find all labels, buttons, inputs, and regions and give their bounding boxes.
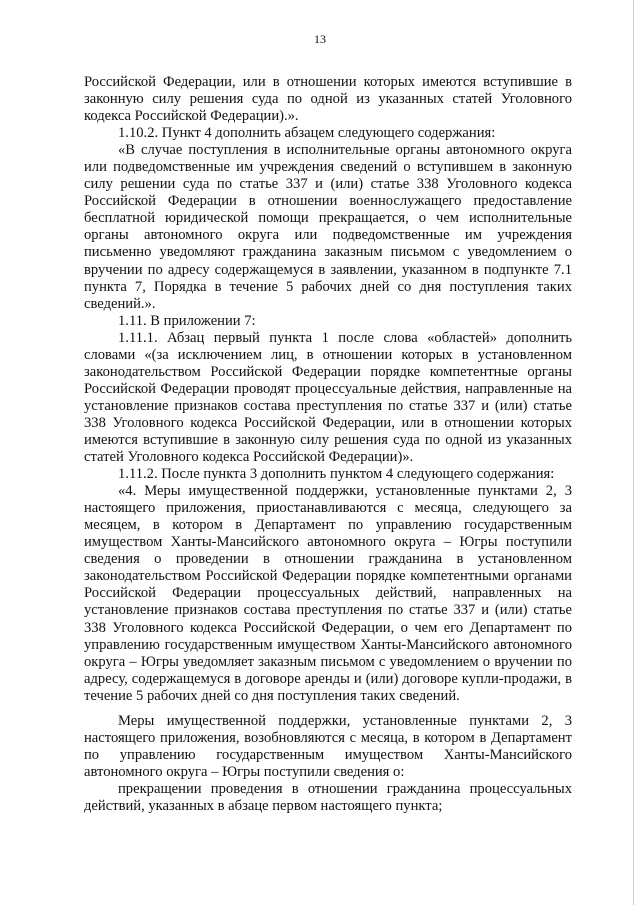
document-body bbox=[84, 74, 572, 815]
paragraph-termination: прекращении проведения в отношении гражданина процессуальных действий, указанных в абзаце первом настоящего пункта; bbox=[84, 780, 572, 814]
paragraph-1-10-2: 1.10.2. Пункт 4 дополнить абзацем следующего содержания: bbox=[118, 125, 496, 142]
paragraph-quote-property-support: «4. Меры имущественной поддержки, установленные пунктами 2, 3 настоящего приложения, приостанавливаются с месяца, следующего за месяцем, в котором в Департамент по управлению государственным имуществом Ханты-Мансийского автономного округа – Югры поступили сведения о проведении в отношении гражданина в установленном законодательством Российской Федерации порядке компетентными органами Российской Федерации процессуальных действий, направленных на установление признаков состава преступления по статье 337 и (или) статье 338 Уголовного кодекса Российской Федерации, о чем его Департамент по управлению государственным имуществом Ханты-Мансийского автономного округа – Югры уведомляет заказным письмом с уведомлением о вручении по адресу, содержащемуся в договоре аренды и (или) договоре купли-продажи, в течение 5 рабочих дней со дня поступления таких сведений. bbox=[84, 483, 572, 704]
scan-edge bbox=[633, 0, 634, 905]
paragraph-support-resumed: Меры имущественной поддержки, установленные пунктами 2, 3 настоящего приложения, возобновляются с месяца, в котором в Департамент по управлению государственным имуществом Ханты-Мансийского автономного округа – Югры поступили сведения о: bbox=[84, 712, 572, 780]
paragraph-1-11: 1.11. В приложении 7: bbox=[118, 312, 256, 329]
paragraph-1-11-2: 1.11.2. После пункта 3 дополнить пунктом 4 следующего содержания: bbox=[118, 466, 555, 483]
page-number: 13 bbox=[314, 32, 326, 46]
paragraph-quote-legal-aid: «В случае поступления в исполнительные органы автономного округа или подведомственные им учреждения сведений о вступившем в законную силу решении суда по статье 337 и (или) статье 338 Уголовного кодекса Российской Федерации в отношении военнослужащего предоставление бесплатной юридической помощи прекращается, о чем исполнительные органы автономного округа или подведомственные им учреждения письменно уведомляют гражданина заказным письмом с уведомлением о вручении по адресу содержащемуся в заявлении, указанном в подпункте 7.1 пункта 7, Порядка в течение 5 рабочих дней со дня поступления таких сведений.». bbox=[84, 142, 572, 312]
paragraph-1-11-1: 1.11.1. Абзац первый пункта 1 после слова «областей» дополнить словами «(за исключением лиц, в отношении которых в установленном законодательством Российской Федерации порядке компетентные органы Российской Федерации проводят процессуальные действия, направленные на установление признаков состава преступления по статье 337 и (или) статье 338 Уголовного кодекса Российской Федерации, или в отношении которых имеются вступившие в законную силу решения суда по одной из указанных статей Уголовного кодекса Российской Федерации)». bbox=[84, 329, 572, 466]
paragraph-continuation: Российской Федерации, или в отношении которых имеются вступившие в законную силу решения суда по одной из указанных статей Уголовного кодекса Российской Федерации).». bbox=[84, 74, 572, 125]
